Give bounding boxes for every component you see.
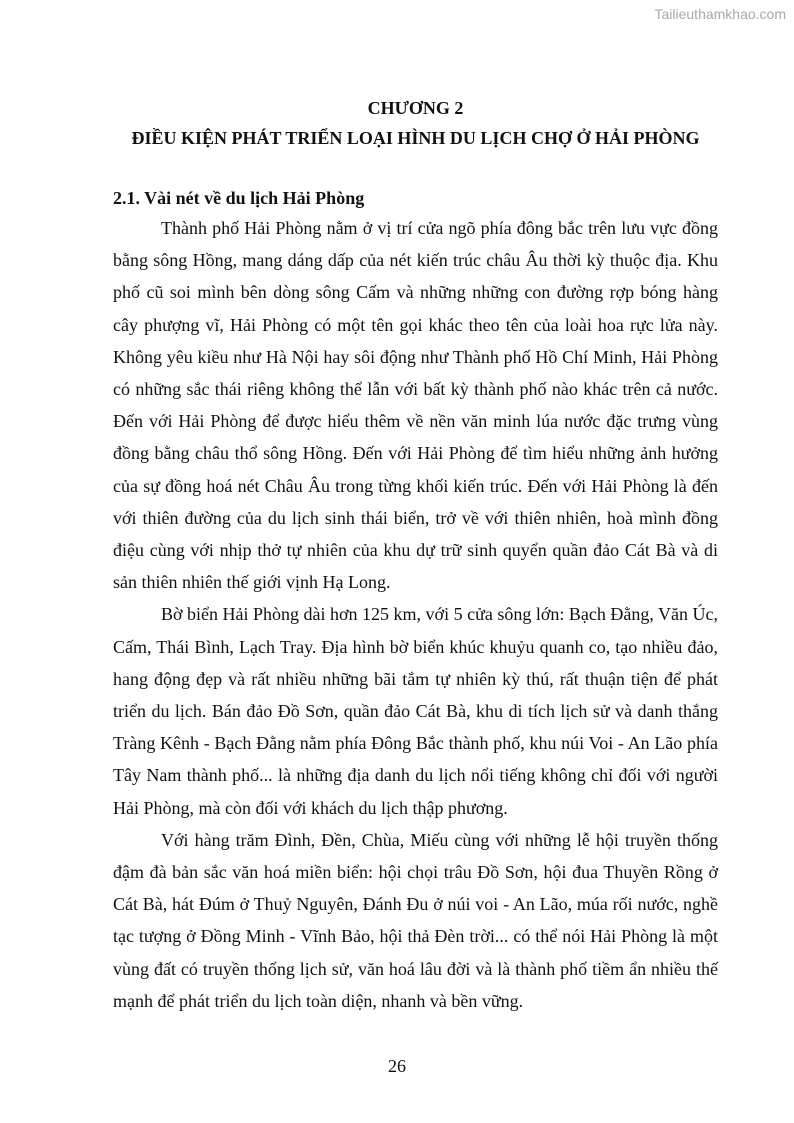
section-heading: 2.1. Vài nét về du lịch Hải Phòng xyxy=(113,188,365,208)
page-number: 26 xyxy=(388,1056,406,1076)
body-paragraph: Thành phố Hải Phòng nằm ở vị trí cửa ngõ phía đông bắc trên lưu vực đồng bằng sông Hồng, mang dáng dấp của nét kiến trúc châu Âu thời kỳ thuộc địa. Khu phố cũ soi mình bên dòng sông Cấm và những những con đường rợp bóng hàng cây phượng vĩ, Hải Phòng có một tên gọi khác theo tên của loài hoa rực lửa này. Không yêu kiều như Hà Nội hay sôi động như Thành phố Hồ Chí Minh, Hải Phòng có những sắc thái riêng không thể lẫn với bất kỳ thành phố nào khác trên cả nước. Đến với Hải Phòng để được hiểu thêm về nền văn minh lúa nước đặc trưng vùng đồng bằng châu thổ sông Hồng. Đến với Hải Phòng để tìm hiểu những ảnh hưởng của sự đồng hoá nét Châu Âu trong từng khối kiến trúc. Đến với Hải Phòng là đến với thiên đường của du lịch sinh thái biển, trở về với thiên nhiên, hoà mình đồng điệu cùng với nhịp thở tự nhiên của khu dự trữ sinh quyển quần đảo Cát Bà và di sản thiên nhiên thế giới vịnh Hạ Long. xyxy=(113,218,718,593)
body-paragraph: Bờ biển Hải Phòng dài hơn 125 km, với 5 cửa sông lớn: Bạch Đằng, Văn Úc, Cấm, Thái Bình, Lạch Tray. Địa hình bờ biển khúc khuỷu quanh co, tạo nhiều đảo, hang động đẹp và rất nhiều những bãi tắm tự nhiên kỳ thú, rất thuận tiện để phát triển du lịch. Bán đảo Đồ Sơn, quần đảo Cát Bà, khu di tích lịch sử và danh thắng Tràng Kênh - Bạch Đằng nằm phía Đông Bắc thành phố, khu núi Voi - An Lão phía Tây Nam thành phố... là những địa danh du lịch nổi tiếng không chỉ đối với người Hải Phòng, mà còn đối với khách du lịch thập phương. xyxy=(113,604,718,818)
chapter-label: CHƯƠNG 2 xyxy=(367,98,464,118)
body-paragraph: Với hàng trăm Đình, Đền, Chùa, Miếu cùng với những lễ hội truyền thống đậm đà bản sắc văn hoá miền biển: hội chọi trâu Đồ Sơn, hội đua Thuyền Rồng ở Cát Bà, hát Đúm ở Thuỷ Nguyên, Đánh Đu ở núi voi - An Lão, múa rối nước, nghề tạc tượng ở Đồng Minh - Vĩnh Bảo, hội thả Đèn trời... có thể nói Hải Phòng là một vùng đất có truyền thống lịch sử, văn hoá lâu đời và là thành phố tiềm ẩn nhiều thế mạnh để phát triển du lịch toàn diện, nhanh và bền vững. xyxy=(113,829,718,1011)
watermark-text: Tailieuthamkhao.com xyxy=(654,6,786,22)
chapter-title: ĐIỀU KIỆN PHÁT TRIỂN LOẠI HÌNH DU LỊCH CHỢ Ở HẢI PHÒNG xyxy=(131,128,700,148)
document-page xyxy=(113,96,718,1017)
